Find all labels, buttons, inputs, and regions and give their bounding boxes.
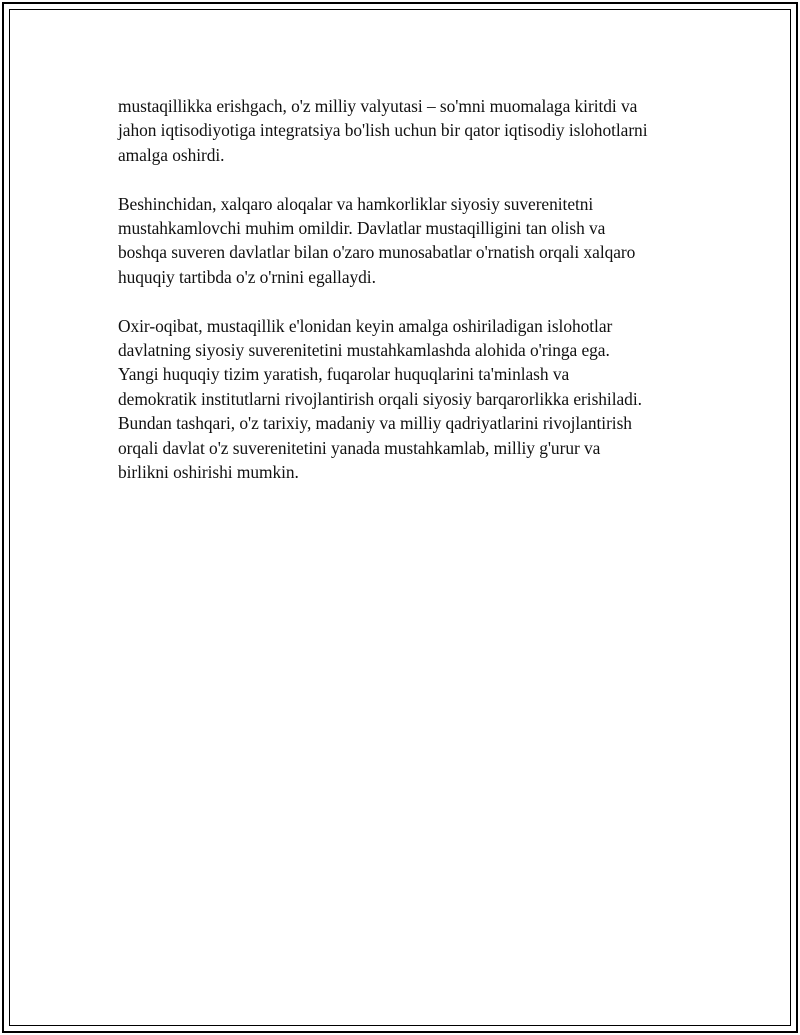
document-body bbox=[118, 94, 708, 509]
text-line: davlatning siyosiy suverenitetini mustahkamlashda alohida o'ringa ega. bbox=[118, 340, 610, 361]
text-line: Oxir-oqibat, mustaqillik e'lonidan keyin amalga oshiriladigan islohotlar bbox=[118, 315, 613, 336]
text-line: demokratik institutlarni rivojlantirish orqali siyosiy barqarorlikka erishiladi. bbox=[118, 388, 642, 409]
text-line: orqali davlat o'z suverenitetini yanada mustahkamlab, milliy g'urur va bbox=[118, 437, 601, 458]
text-line: Beshinchidan, xalqaro aloqalar va hamkorliklar siyosiy suverenitetni bbox=[118, 193, 594, 214]
text-line: Bundan tashqari, o'z tarixiy, madaniy va milliy qadriyatlarini rivojlantirish bbox=[118, 413, 632, 434]
text-line: boshqa suveren davlatlar bilan o'zaro munosabatlar o'rnatish orqali xalqaro bbox=[118, 242, 636, 263]
paragraph-currency-reform bbox=[118, 94, 708, 167]
text-line: mustahkamlovchi muhim omildir. Davlatlar mustaqilligini tan olish va bbox=[118, 218, 606, 239]
text-line: huquqiy tartibda o'z o'rnini egallaydi. bbox=[118, 266, 376, 287]
text-line: mustaqillikka erishgach, o'z milliy valyutasi – so'mni muomalaga kiritdi va bbox=[118, 96, 638, 116]
text-line: Yangi huquqiy tizim yaratish, fuqarolar huquqlarini ta'minlash va bbox=[118, 364, 570, 385]
text-line: jahon iqtisodiyotiga integratsiya bo'lish uchun bir qator iqtisodiy islohotlarni bbox=[118, 120, 648, 141]
paragraph-international-relations bbox=[118, 192, 708, 290]
text-line: birlikni oshirishi mumkin. bbox=[118, 462, 299, 483]
paragraph-conclusion bbox=[118, 314, 708, 485]
text-line: amalga oshirdi. bbox=[118, 144, 225, 165]
